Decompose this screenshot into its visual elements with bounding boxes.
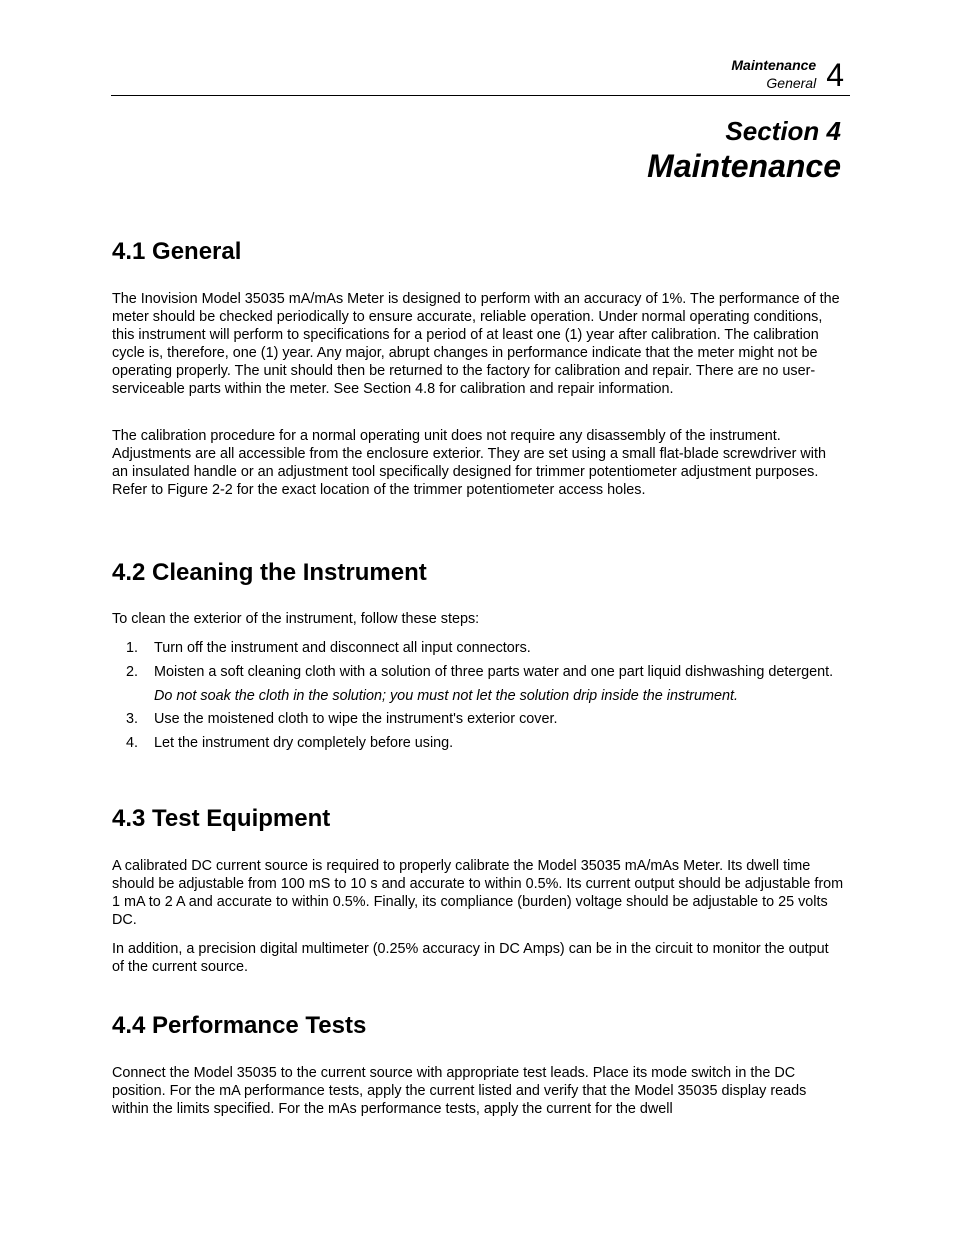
heading-test-equipment: 4.3 Test Equipment	[112, 805, 331, 832]
step-number: 4.	[126, 735, 139, 752]
step-text: Moisten a soft cleaning cloth with a solution of three parts water and one part liquid dishwashing detergent.	[154, 664, 834, 681]
list-item	[112, 734, 844, 752]
heading-general: 4.1 General	[112, 238, 242, 265]
list-item	[112, 663, 844, 681]
step-number: 1.	[126, 640, 139, 656]
general-paragraph-1: The Inovision Model 35035 mA/mAs Meter is designed to perform with an accuracy of 1%. The performance of the meter should be checked periodically to ensure accurate, reliable operation. Under normal operating conditions, this instrument will perform to specifications for a period of at least one (1) year after calibration. The calibration cycle is, therefore, one (1) year. Any major, abrupt changes in performance indicate that the meter might not be operating properly. The unit should then be returned to the factory for calibration and repair. There are no user-serviceable parts within the meter. See Section 4.8 for calibration and repair information.	[112, 291, 840, 398]
step-number: 3.	[126, 711, 139, 728]
section-title: Maintenance	[647, 148, 841, 184]
step-text: Turn off the instrument and disconnect all input connectors.	[154, 640, 531, 656]
test-equipment-paragraph-2: In addition, a precision digital multimeter (0.25% accuracy in DC Amps) can be in the circuit to monitor the output of the current source.	[112, 941, 829, 976]
step-text: Let the instrument dry completely before using.	[154, 735, 454, 752]
cleaning-intro: To clean the exterior of the instrument, follow these steps:	[112, 611, 480, 627]
section-label: Section 4	[725, 116, 841, 146]
header-divider	[111, 95, 850, 96]
list-item	[112, 639, 844, 657]
general-paragraph-2: The calibration procedure for a normal operating unit does not require any disassembly of the instrument. Adjustments are all accessible from the enclosure exterior. They are set using a small flat-blade screwdriver with an insulated handle or an adjustment tool specifically designed for trimmer potentiometer adjustment purposes. Refer to Figure 2-2 for the exact location of the trimmer potentiometer access holes.	[112, 428, 826, 499]
cleaning-steps	[112, 639, 844, 752]
list-item	[112, 710, 844, 728]
test-equipment-paragraph-1: A calibrated DC current source is required to properly calibrate the Model 35035 mA/mAs Meter. Its dwell time should be adjustable from 100 mS to 10 s and accurate to within 0.5%. Its current output should be adjustable from 1 mA to 2 A and accurate to within 0.5%. Finally, its compliance (burden) voltage should be adjustable to 25 volts DC.	[112, 858, 844, 929]
running-header-text	[731, 56, 816, 92]
performance-tests-paragraph: Connect the Model 35035 to the current source with appropriate test leads. Place its mode switch in the DC position. For the mA performance tests, apply the current listed and verify that the Model 35035 display reads within the limits specified. For the mAs performance tests, apply the current for the dwell	[112, 1065, 807, 1118]
cleaning-caution-note: Do not soak the cloth in the solution; you must not let the solution drip inside the instrument.	[154, 688, 738, 705]
chapter-number: 4	[826, 57, 844, 93]
running-header-chapter: Maintenance	[731, 57, 817, 73]
heading-performance-tests: 4.4 Performance Tests	[112, 1012, 367, 1039]
step-number: 2.	[126, 664, 139, 681]
step-text: Use the moistened cloth to wipe the instrument's exterior cover.	[154, 711, 558, 728]
running-header-section: General	[766, 75, 817, 91]
running-header	[731, 56, 844, 92]
heading-cleaning: 4.2 Cleaning the Instrument	[112, 559, 427, 586]
